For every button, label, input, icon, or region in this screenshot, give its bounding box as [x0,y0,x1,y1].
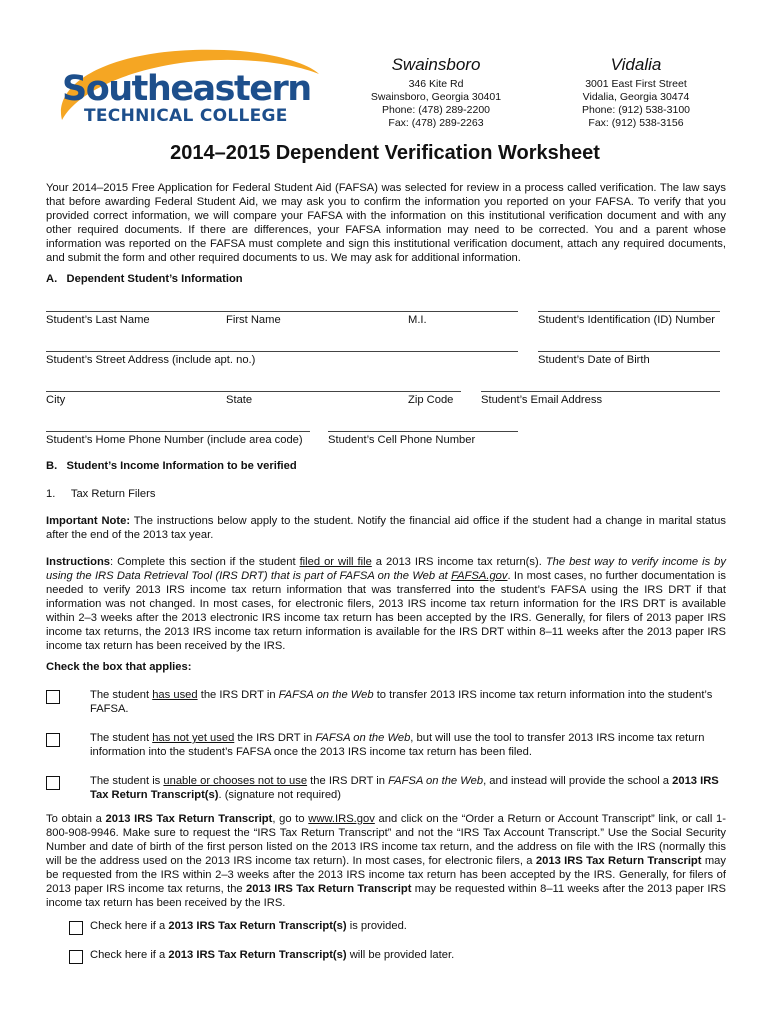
date-of-birth-line[interactable] [538,351,720,352]
instructions-italic: The best way to verify income is by using the IRS Data Retrieval Tool (IRS DRT) that is part of FAFSA on the Web at [46,556,726,582]
option-text: . (signature not required) [218,789,341,801]
instructions-text: a 2013 IRS income tax return(s). [371,556,546,568]
campus-phone: Phone: (912) 538-3100 [582,104,690,116]
important-note-text: The instructions below apply to the student. Notify the financial aid office if the student had a change in marital status after the end of the 2013 tax year. [46,515,726,541]
option-drt-not-yet-text [90,731,726,759]
campus-fax: Fax: (478) 289-2263 [388,117,484,129]
campus-fax: Fax: (912) 538-3156 [588,117,684,129]
check-text: is provided. [346,920,407,932]
first-name-label: First Name [226,314,281,326]
option-italic: FAFSA on the Web [388,775,484,787]
option-text: the IRS DRT in [307,775,389,787]
campus-swainsboro [356,54,516,130]
option-text: The student [90,732,153,744]
transcript-text: and click on the “Order a Return or Account Transcript” link, or call 1-800-908-9946. Make sure to request the “IRS Tax Return Transcript” and not the “IRS Tax Account Transcript.” Use the Social Security Number and date of birth of the first person listed on the 2013 IRS income tax return, and the address on file with the IRS (normally this will be the address used on the 2013 IRS income tax return). In most cases, for electronic filers, a [46,813,726,867]
option-italic: FAFSA on the Web [315,732,411,744]
transcript-text: may be requested from the IRS within 2–3 weeks after the 2013 IRS income tax return has been accepted by the IRS. Generally, for filers of 2013 paper IRS income tax returns, the [46,855,726,895]
transcript-bold: 2013 IRS Tax Return Transcript [245,883,412,895]
instructions-paragraph [46,555,726,653]
mi-label: M.I. [408,314,427,326]
option-text: , but will use the tool to transfer 2013 IRS income tax return information into the student’s FAFSA once the 2013 IRS income tax return has been filed. [90,732,705,758]
option-drt-used-text [90,688,726,716]
intro-paragraph: Your 2014–2015 Free Application for Federal Student Aid (FAFSA) was selected for review in a process called verification. The law says that before awarding Federal Student Aid, we may ask you to confirm the information you reported on your FAFSA. To verify that you provided correct information, we will compare your FAFSA with the information on this institutional verification document and with any other required documents. If there are differences, your FAFSA information may need to be corrected. You and a parent whose information was reported on the FAFSA must complete and sign this institutional verification document, attach any required documents, and submit the form and other required documents to us. We may ask for additional information. [46,182,726,264]
important-note [46,514,726,542]
transcript-paragraph [46,812,726,910]
transcript-bold: 2013 IRS Tax Return Transcript [535,855,702,867]
transcript-text: may be requested within 8–11 weeks after the 2013 paper IRS income tax return has been received by the IRS. [46,883,726,909]
option-underlined: has used [152,689,198,701]
home-phone-label: Student’s Home Phone Number (include area code) [46,434,303,446]
check-text: Check here if a [90,949,169,961]
campus-address2: Vidalia, Georgia 30474 [582,91,690,103]
student-id-line[interactable] [538,311,720,312]
instructions-label: Instructions [46,556,111,568]
option-transcript-checkbox[interactable] [46,776,60,790]
zip-code-label: Zip Code [408,394,454,406]
city-label: City [46,394,66,406]
option-underlined: has not yet used [152,732,235,744]
option-underlined: unable or chooses not to use [163,775,308,787]
option-drt-not-yet-checkbox[interactable] [46,733,60,747]
fafsa-link[interactable]: FAFSA.gov [451,570,508,582]
last-name-line[interactable] [46,311,518,312]
instructions-underlined: filed or will file [299,556,372,568]
option-text: The student is [90,775,164,787]
transcript-provided-text [90,920,407,932]
home-phone-line[interactable] [46,431,310,432]
city-state-zip-line[interactable] [46,391,461,392]
transcript-bold: 2013 IRS Tax Return Transcript [105,813,273,825]
irs-link[interactable]: www.IRS.gov [308,813,375,825]
option-text: the IRS DRT in [234,732,316,744]
option-text: the IRS DRT in [197,689,279,701]
campus-name: Swainsboro [391,55,481,74]
transcript-provided-checkbox[interactable] [69,921,83,935]
section-a-heading: A. Dependent Student’s Information [46,273,243,285]
date-of-birth-label: Student’s Date of Birth [538,354,650,366]
check-text: Check here if a [90,920,169,932]
email-label: Student’s Email Address [481,394,603,406]
state-label: State [226,394,253,406]
check-bold: 2013 IRS Tax Return Transcript(s) [168,949,347,961]
transcript-text: , go to [272,813,309,825]
option-bold: 2013 IRS Tax Return Transcript(s) [90,775,719,801]
important-note-label: Important Note: [46,515,131,527]
campus-address1: 3001 East First Street [585,78,687,90]
option-italic: FAFSA on the Web [278,689,374,701]
instructions-text: . In most cases, no further documentation is needed to verify 2013 IRS income tax return information that was transferred into the student’s FAFSA using the IRS DRT if that information was not changed. In most cases, for electronic filers, 2013 IRS income tax return information for the IRS DRT is available within 2–3 weeks after the 2013 electronic IRS income tax return has been accepted by the IRS. Generally, for filers of 2013 paper IRS income tax returns, the 2013 IRS income tax return information is available for the IRS DRT within 8–11 weeks after the 2013 paper IRS income tax return has been received by the IRS. [46,570,726,652]
campus-name: Vidalia [610,55,662,74]
cell-phone-label: Student’s Cell Phone Number [328,434,476,446]
option-text: The student [90,689,153,701]
last-name-label: Student’s Last Name [46,314,150,326]
street-address-line[interactable] [46,351,518,352]
option-transcript-text [90,774,726,802]
instructions-text: : Complete this section if the student [110,556,300,568]
logo-subtitle: TECHNICAL COLLEGE [84,106,288,126]
campus-phone: Phone: (478) 289-2200 [382,104,490,116]
check-heading: Check the box that applies: [46,661,192,673]
campus-address2: Swainsboro, Georgia 30401 [370,91,502,103]
transcript-later-text [90,949,454,961]
cell-phone-line[interactable] [328,431,518,432]
campus-vidalia [556,54,716,130]
campus-address1: 346 Kite Rd [408,78,464,90]
student-id-label: Student’s Identification (ID) Number [538,314,716,326]
page-title: 2014–2015 Dependent Verification Worksheet [170,142,600,164]
subsection-tax-return-filers: 1. Tax Return Filers [46,488,156,500]
transcript-later-checkbox[interactable] [69,950,83,964]
transcript-text: To obtain a [46,813,106,825]
check-text: will be provided later. [346,949,455,961]
check-bold: 2013 IRS Tax Return Transcript(s) [168,920,347,932]
logo-name: Southeastern [62,69,311,109]
section-b-heading: B. Student’s Income Information to be verified [46,460,297,472]
option-drt-used-checkbox[interactable] [46,690,60,704]
street-address-label: Student’s Street Address (include apt. no.) [46,354,256,366]
email-line[interactable] [481,391,720,392]
option-text: , and instead will provide the school a [483,775,673,787]
option-text: to transfer 2013 IRS income tax return information into the student’s FAFSA. [90,689,713,715]
college-logo [44,42,324,132]
